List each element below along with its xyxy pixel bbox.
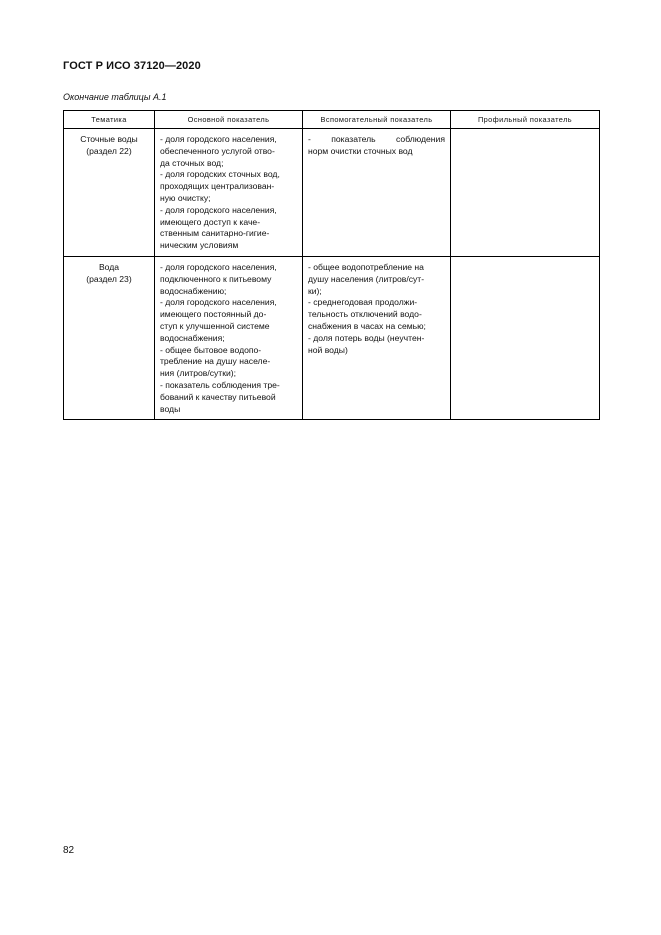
text-line: требление на душу населе-	[160, 356, 271, 367]
document-title: ГОСТ Р ИСО 37120—2020	[63, 60, 201, 72]
text-line: водоснабжения;	[160, 332, 225, 343]
text-line: ния (литров/сутки);	[160, 368, 237, 379]
auxiliary-indicator-cell	[303, 257, 451, 420]
table-caption: Окончание таблицы А.1	[63, 92, 167, 102]
text-line: обеспеченного услугой отво-	[160, 145, 275, 156]
text-line: норм очистки сточных вод	[308, 145, 413, 156]
text-line: да сточных вод;	[160, 157, 224, 168]
main-indicator-cell	[155, 257, 303, 420]
text-line: - показатель соблюдения	[308, 134, 445, 144]
header-profile-indicator: Профильный показатель	[451, 111, 600, 129]
text-line: - доля городского населения,	[160, 297, 277, 308]
table-header-row	[64, 111, 600, 129]
text-line: - доля потерь воды (неучтен-	[308, 332, 425, 343]
text-line: - общее бытовое водопо-	[160, 344, 262, 355]
auxiliary-indicator-cell	[303, 129, 451, 257]
text-line: ственным санитарно-гигие-	[160, 228, 270, 239]
indicator-table	[63, 110, 600, 420]
text-line: подключенного к питьевому	[160, 273, 272, 284]
text-line: - показатель соблюдения тре-	[160, 379, 280, 390]
text-line: тельность отключений водо-	[308, 309, 422, 320]
topic-cell	[64, 129, 155, 257]
text-line: бований к качеству питьевой	[160, 391, 276, 402]
text-line: - среднегодовая продолжи-	[308, 297, 418, 308]
table-row	[64, 129, 600, 257]
profile-indicator-cell	[451, 257, 600, 420]
main-indicator-cell	[155, 129, 303, 257]
text-line: проходящих централизован-	[160, 181, 275, 192]
table-row	[64, 257, 600, 420]
profile-indicator-cell	[451, 129, 600, 257]
text-line: - общее водопотребление на	[308, 262, 424, 272]
text-line: душу населения (литров/сут-	[308, 273, 425, 284]
topic-cell	[64, 257, 155, 420]
text-line: ной воды)	[308, 344, 348, 355]
text-line: - доля городского населения,	[160, 134, 277, 144]
text-line: водоснабжению;	[160, 285, 227, 296]
page-number: 82	[63, 845, 75, 856]
topic-line: Сточные воды	[80, 134, 138, 144]
header-topic: Тематика	[64, 111, 155, 129]
topic-line: (раздел 23)	[86, 273, 132, 284]
text-line: имеющего доступ к каче-	[160, 216, 261, 227]
text-line: имеющего постоянный до-	[160, 309, 267, 320]
topic-line: (раздел 22)	[86, 145, 132, 156]
text-line: - доля городских сточных вод,	[160, 169, 280, 180]
header-main-indicator: Основной показатель	[155, 111, 303, 129]
text-line: - доля городского населения,	[160, 204, 277, 215]
header-auxiliary-indicator: Вспомогательный показатель	[303, 111, 451, 129]
text-line: воды	[160, 403, 181, 414]
text-line: снабжения в часах на семью;	[308, 320, 426, 331]
topic-line: Вода	[98, 262, 120, 272]
text-line: ническим условиям	[160, 240, 239, 251]
text-line: ную очистку;	[160, 192, 211, 203]
text-line: - доля городского населения,	[160, 262, 277, 272]
text-line: ки);	[308, 285, 322, 296]
text-line: ступ к улучшенной системе	[160, 320, 270, 331]
